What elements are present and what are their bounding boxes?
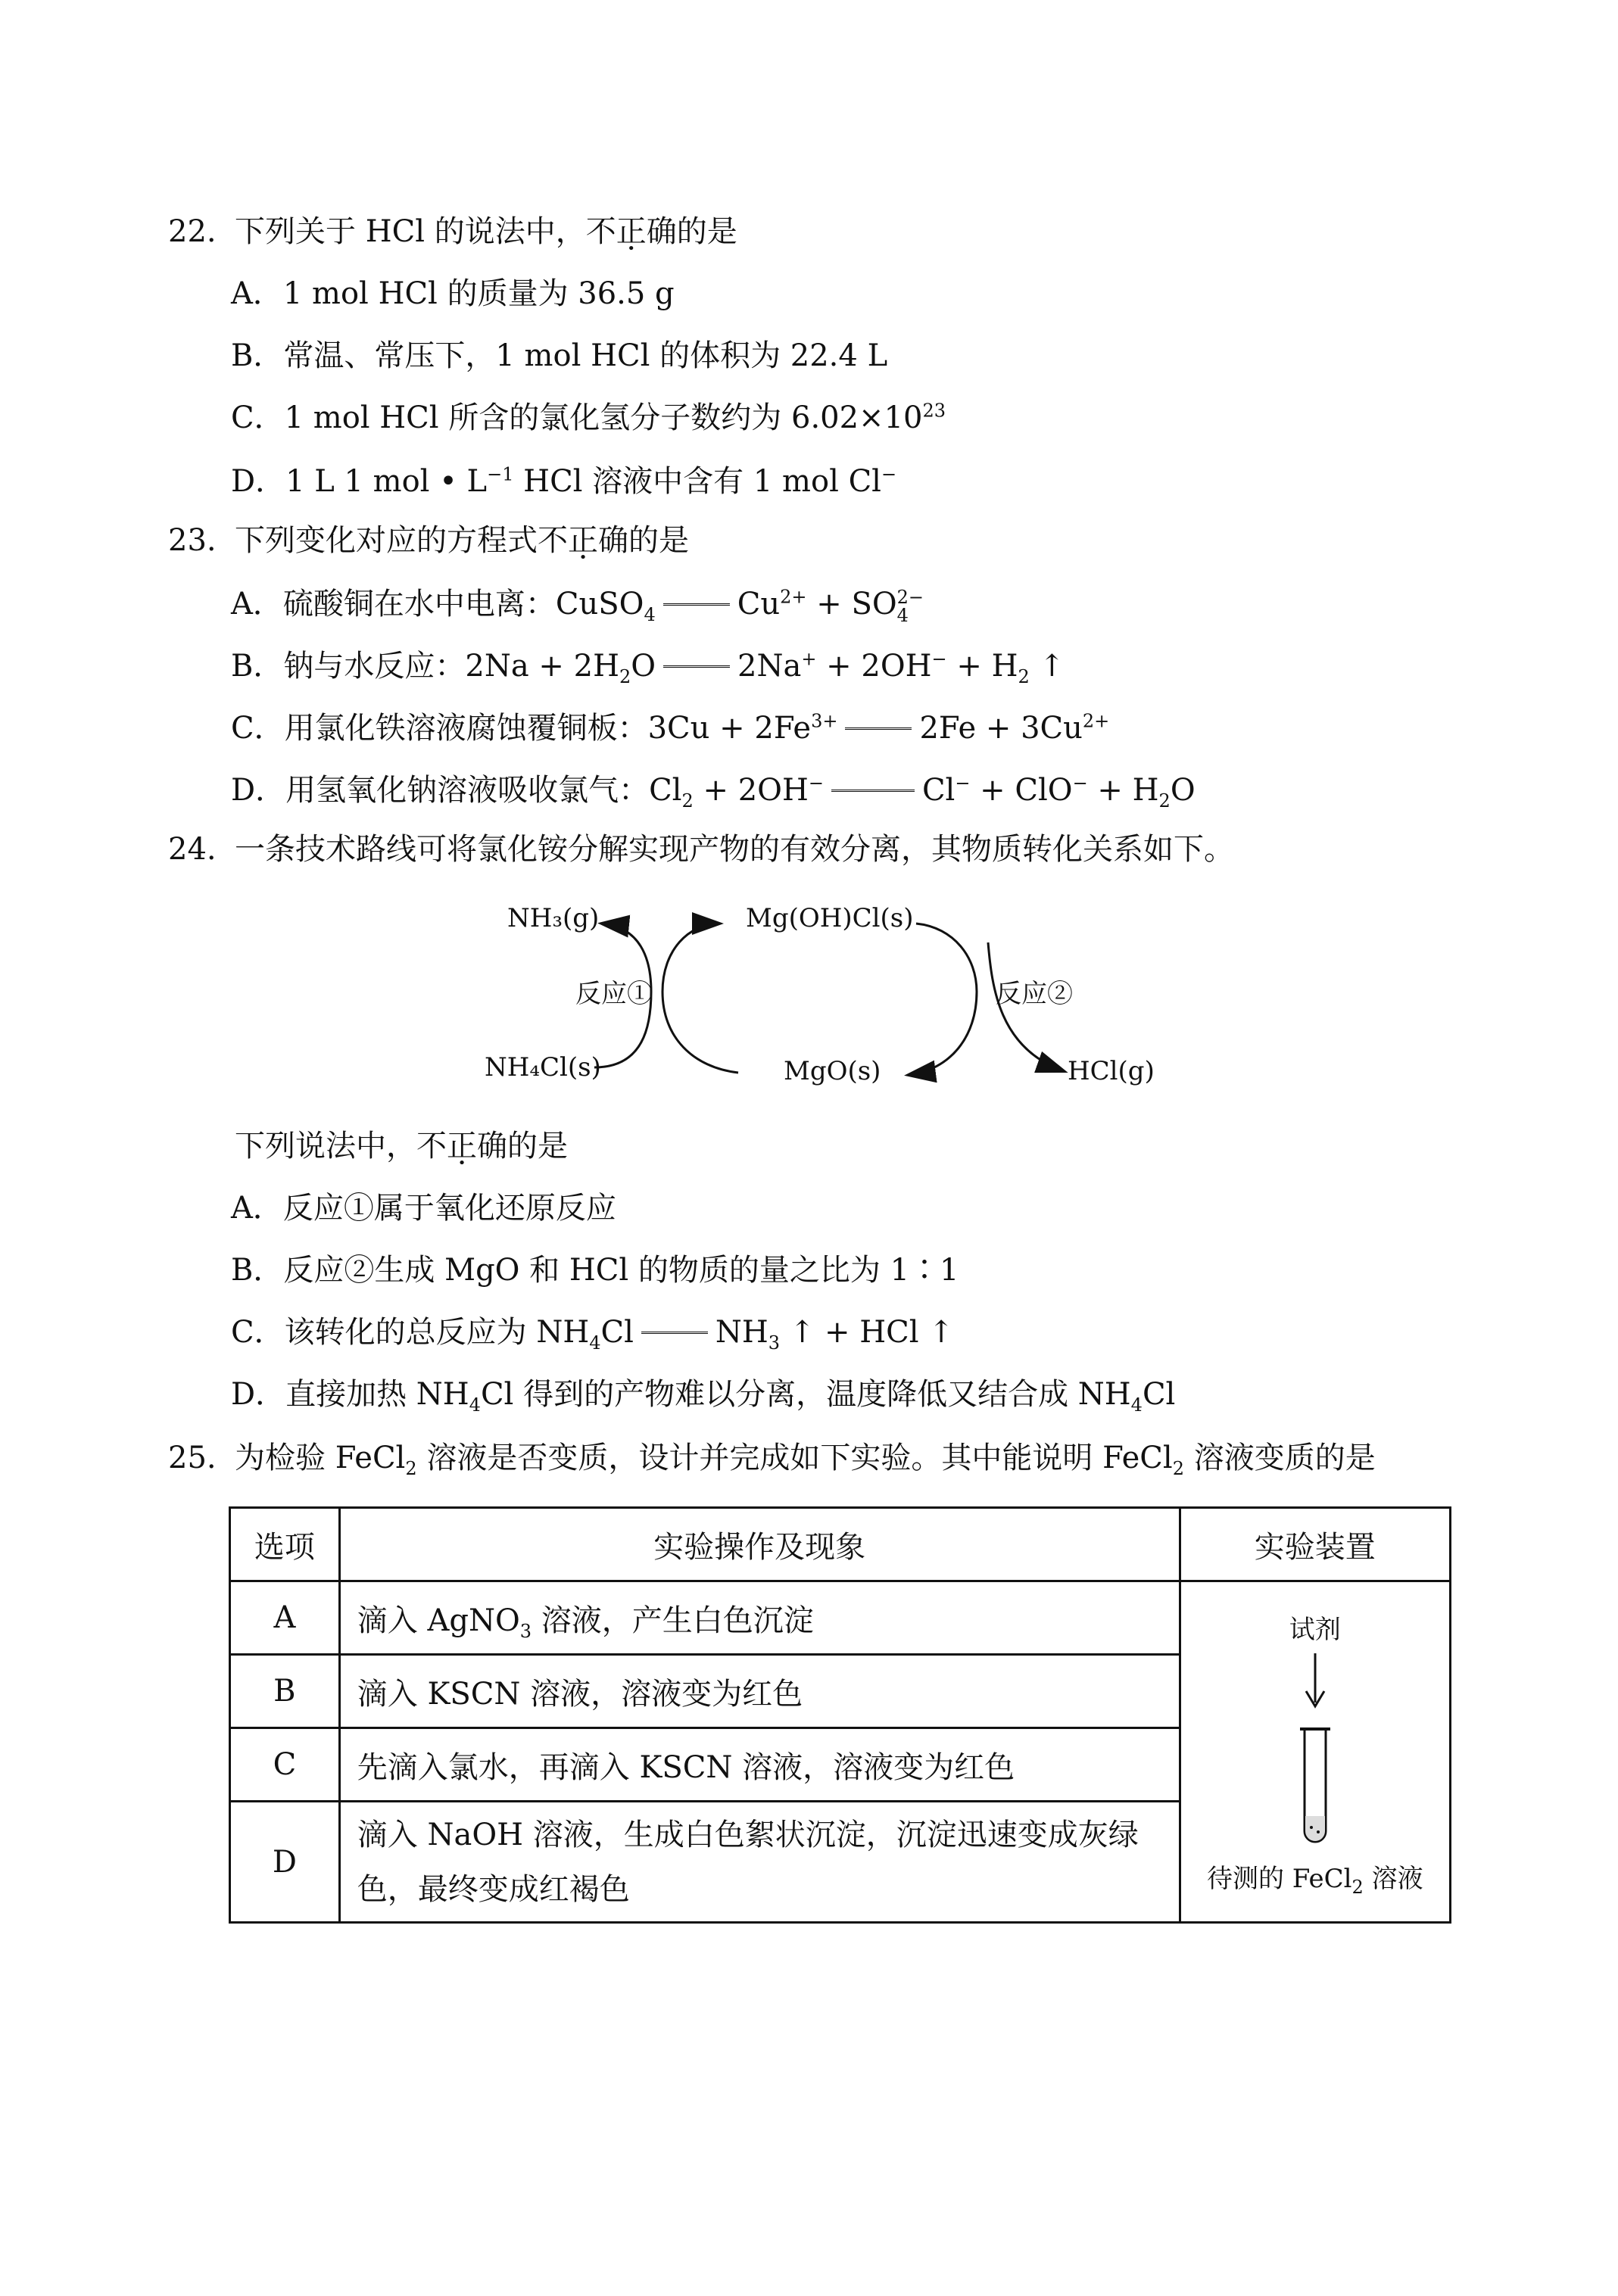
q24-option-d (231, 1375, 1175, 1414)
row-c-option: C (230, 1728, 340, 1802)
sample-label (1182, 1858, 1448, 1898)
q25-stem-text: 为检验 FeCl (235, 1441, 406, 1475)
q23-a-sub2: 4 (896, 605, 909, 626)
q22-number: 22. (168, 214, 217, 249)
q24-c-rhs: NH (715, 1315, 768, 1350)
header-operation: 实验操作及现象 (339, 1508, 1180, 1581)
row-a-option: A (230, 1581, 340, 1655)
q22-option-c (231, 398, 946, 438)
label-hcl: HCl(g) (1068, 1056, 1155, 1086)
q23-c-rhs1: 2Fe + 3Cu (919, 711, 1083, 746)
table-row (230, 1581, 1451, 1655)
q24-c-sub2: 3 (768, 1332, 781, 1354)
label-mgohcl: Mg(OH)Cl(s) (746, 903, 914, 933)
q23-d-sub1: 2 (681, 790, 694, 812)
q24-sub-stem (235, 1126, 568, 1166)
sample-label-text: 待测的 FeCl (1206, 1864, 1352, 1894)
header-option: 选项 (230, 1508, 340, 1581)
q23-d-rhs4: O (1170, 773, 1196, 808)
equation-sign (845, 727, 912, 734)
arrow-to-mgo (909, 924, 977, 1075)
q23-option-a (231, 584, 924, 625)
q23-a-rhs2: + SO (806, 587, 897, 622)
q23-d-sub2: 2 (1158, 790, 1171, 812)
q23-d-lhs2: + 2OH (693, 773, 809, 808)
q22-c-exponent: 23 (922, 400, 946, 422)
row-d-line1: 滴入 NaOH 溶液，生成白色絮状沉淀，沉淀迅速变成灰绿 (357, 1817, 1139, 1852)
q23-d-rhs1: Cl (921, 773, 956, 808)
label-reaction-2: 反应② (996, 979, 1073, 1009)
apparatus-cell (1180, 1581, 1450, 1923)
q22-d-mid: HCl 溶液中含有 1 mol Cl (513, 464, 881, 499)
q23-d-sup2: − (955, 772, 971, 794)
q24-sub-tail: 的是 (507, 1129, 568, 1164)
q23-option-c (231, 709, 1109, 748)
row-d-operation (339, 1802, 1180, 1923)
label-mgo: MgO(s) (784, 1056, 881, 1086)
q23-d-text: D．用氢氧化钠溶液吸收氯气：Cl (231, 773, 682, 808)
q22-stem (168, 212, 737, 251)
header-apparatus: 实验装置 (1180, 1508, 1450, 1581)
equation-sign (663, 603, 730, 610)
q23-b-sub2: 2 (1018, 666, 1030, 687)
q23-b-sub1: 2 (619, 666, 631, 687)
q25-stem-sub1: 2 (405, 1458, 417, 1479)
row-b-operation: 滴入 KSCN 溶液，溶液变为红色 (339, 1655, 1180, 1728)
label-reaction-1: 反应① (575, 979, 653, 1009)
q23-b-rhs1: 2Na (737, 649, 802, 684)
row-a-text: 滴入 AgNO (357, 1603, 520, 1638)
q24-sub-text: 下列说法中， (235, 1129, 416, 1164)
q24-d-mid: Cl 得到的产物难以分离，温度降低又结合成 NH (480, 1377, 1131, 1412)
q22-stem-text: 下列关于 HCl 的说法中， (235, 214, 586, 249)
q23-a-sup1: 2+ (780, 586, 807, 608)
q23-a-rhs1: Cu (737, 587, 781, 622)
q22-emphasis: 不正确 (585, 214, 677, 249)
q25-stem-sub2: 2 (1172, 1458, 1184, 1479)
test-tube-figure (1182, 1609, 1448, 1898)
q22-c-text: C．1 mol HCl 所含的氯化氢分子数约为 6.02×10 (231, 400, 923, 435)
q24-d-end: Cl (1142, 1377, 1176, 1412)
q22-d-sup1: −1 (487, 463, 514, 485)
row-b-option: B (230, 1655, 340, 1728)
row-a-operation (339, 1581, 1180, 1655)
q24-option-a: A．反应①属于氧化还原反应 (231, 1191, 616, 1226)
q23-b-arrow: ↑ (1029, 649, 1065, 684)
q23-stem-tail: 的是 (628, 523, 689, 558)
q24-emphasis: 不正确 (416, 1129, 507, 1164)
q25-number: 25. (168, 1441, 217, 1475)
equation-sign (663, 665, 730, 672)
row-a-sub: 3 (519, 1620, 532, 1642)
q24-c-sub1: 4 (589, 1332, 601, 1354)
q24-c-rhs2: ↑ + HCl ↑ (780, 1315, 954, 1350)
q22-stem-tail: 的是 (676, 214, 737, 249)
q24-stem-text: 一条技术路线可将氯化铵分解实现产物的有效分离，其物质转化关系如下。 (235, 832, 1234, 867)
q23-b-rhs3: + H (946, 649, 1018, 684)
q22-d-sup2: − (881, 463, 897, 485)
q23-d-rhs2: + ClO (970, 773, 1073, 808)
q22-option-d (231, 462, 896, 501)
label-nh3: NH₃(g) (507, 903, 600, 933)
q24-option-c (231, 1313, 954, 1352)
q23-c-sup2: 2+ (1082, 710, 1110, 732)
reagent-label: 试剂 (1289, 1615, 1341, 1645)
q23-d-sup3: − (1072, 772, 1088, 794)
q23-number: 23. (168, 523, 217, 558)
experiment-table (229, 1506, 1451, 1924)
q23-d-rhs3: + H (1087, 773, 1159, 808)
q24-c-text: C．该转化的总反应为 NH (231, 1315, 590, 1350)
q23-c-sup1: 3+ (811, 710, 838, 732)
q23-option-b (231, 646, 1065, 686)
q24-d-text: D．直接加热 NH (231, 1377, 469, 1412)
q23-stem (168, 521, 689, 560)
arrow-to-mgohcl (662, 924, 738, 1073)
q24-stem (168, 830, 1234, 869)
q23-c-text: C．用氯化铁溶液腐蚀覆铜板：3Cu + 2Fe (231, 711, 812, 746)
q23-stem-text: 下列变化对应的方程式 (235, 523, 538, 558)
q24-d-sub2: 4 (1130, 1394, 1143, 1416)
row-a-tail: 溶液，产生白色沉淀 (532, 1603, 814, 1638)
q24-number: 24. (168, 832, 217, 867)
row-c-operation: 先滴入氯水，再滴入 KSCN 溶液，溶液变为红色 (339, 1728, 1180, 1802)
q22-option-b: B．常温、常压下，1 mol HCl 的体积为 22.4 L (231, 338, 888, 373)
row-d-line2: 色，最终变成红褐色 (357, 1871, 630, 1907)
q23-option-d (231, 771, 1196, 810)
q23-a-text: A．硫酸铜在水中电离：CuSO (231, 587, 644, 622)
q22-option-a: A．1 mol HCl 的质量为 36.5 g (231, 276, 675, 311)
q24-c-lhs-end: Cl (600, 1315, 634, 1350)
q23-b-text: B．钠与水反应：2Na + 2H (231, 649, 619, 684)
q25-stem (168, 1438, 1376, 1478)
q24-d-sub1: 4 (469, 1394, 481, 1416)
table-header-row (230, 1508, 1451, 1581)
q25-stem-mid: 溶液是否变质，设计并完成如下实验。其中能说明 FeCl (416, 1441, 1173, 1475)
q23-d-sup1: − (808, 772, 824, 794)
q23-emphasis: 不正确 (538, 523, 628, 558)
q23-a-ion-charge (897, 588, 924, 625)
test-tube-icon (1285, 1646, 1345, 1850)
equation-sign (831, 790, 915, 796)
q23-b-sup2: − (931, 648, 947, 670)
q23-a-sup2: 2− (896, 587, 924, 608)
q23-b-lhs-end: O (631, 649, 656, 684)
q23-b-sup1: + (801, 648, 817, 670)
q23-b-rhs2: + 2OH (816, 649, 932, 684)
label-nh4cl: NH₄Cl(s) (485, 1052, 601, 1083)
equation-sign (641, 1332, 708, 1338)
sample-label-sub: 2 (1351, 1876, 1364, 1898)
q25-stem-tail: 溶液变质的是 (1184, 1441, 1376, 1475)
sample-label-tail: 溶液 (1363, 1864, 1423, 1894)
q23-a-sub1: 4 (644, 604, 656, 625)
q24-option-b: B．反应②生成 MgO 和 HCl 的物质的量之比为 1∶1 (231, 1253, 959, 1288)
q22-d-text: D．1 L 1 mol • L (231, 464, 488, 499)
row-d-option: D (230, 1802, 340, 1923)
reaction-cycle-diagram (462, 897, 1181, 1101)
